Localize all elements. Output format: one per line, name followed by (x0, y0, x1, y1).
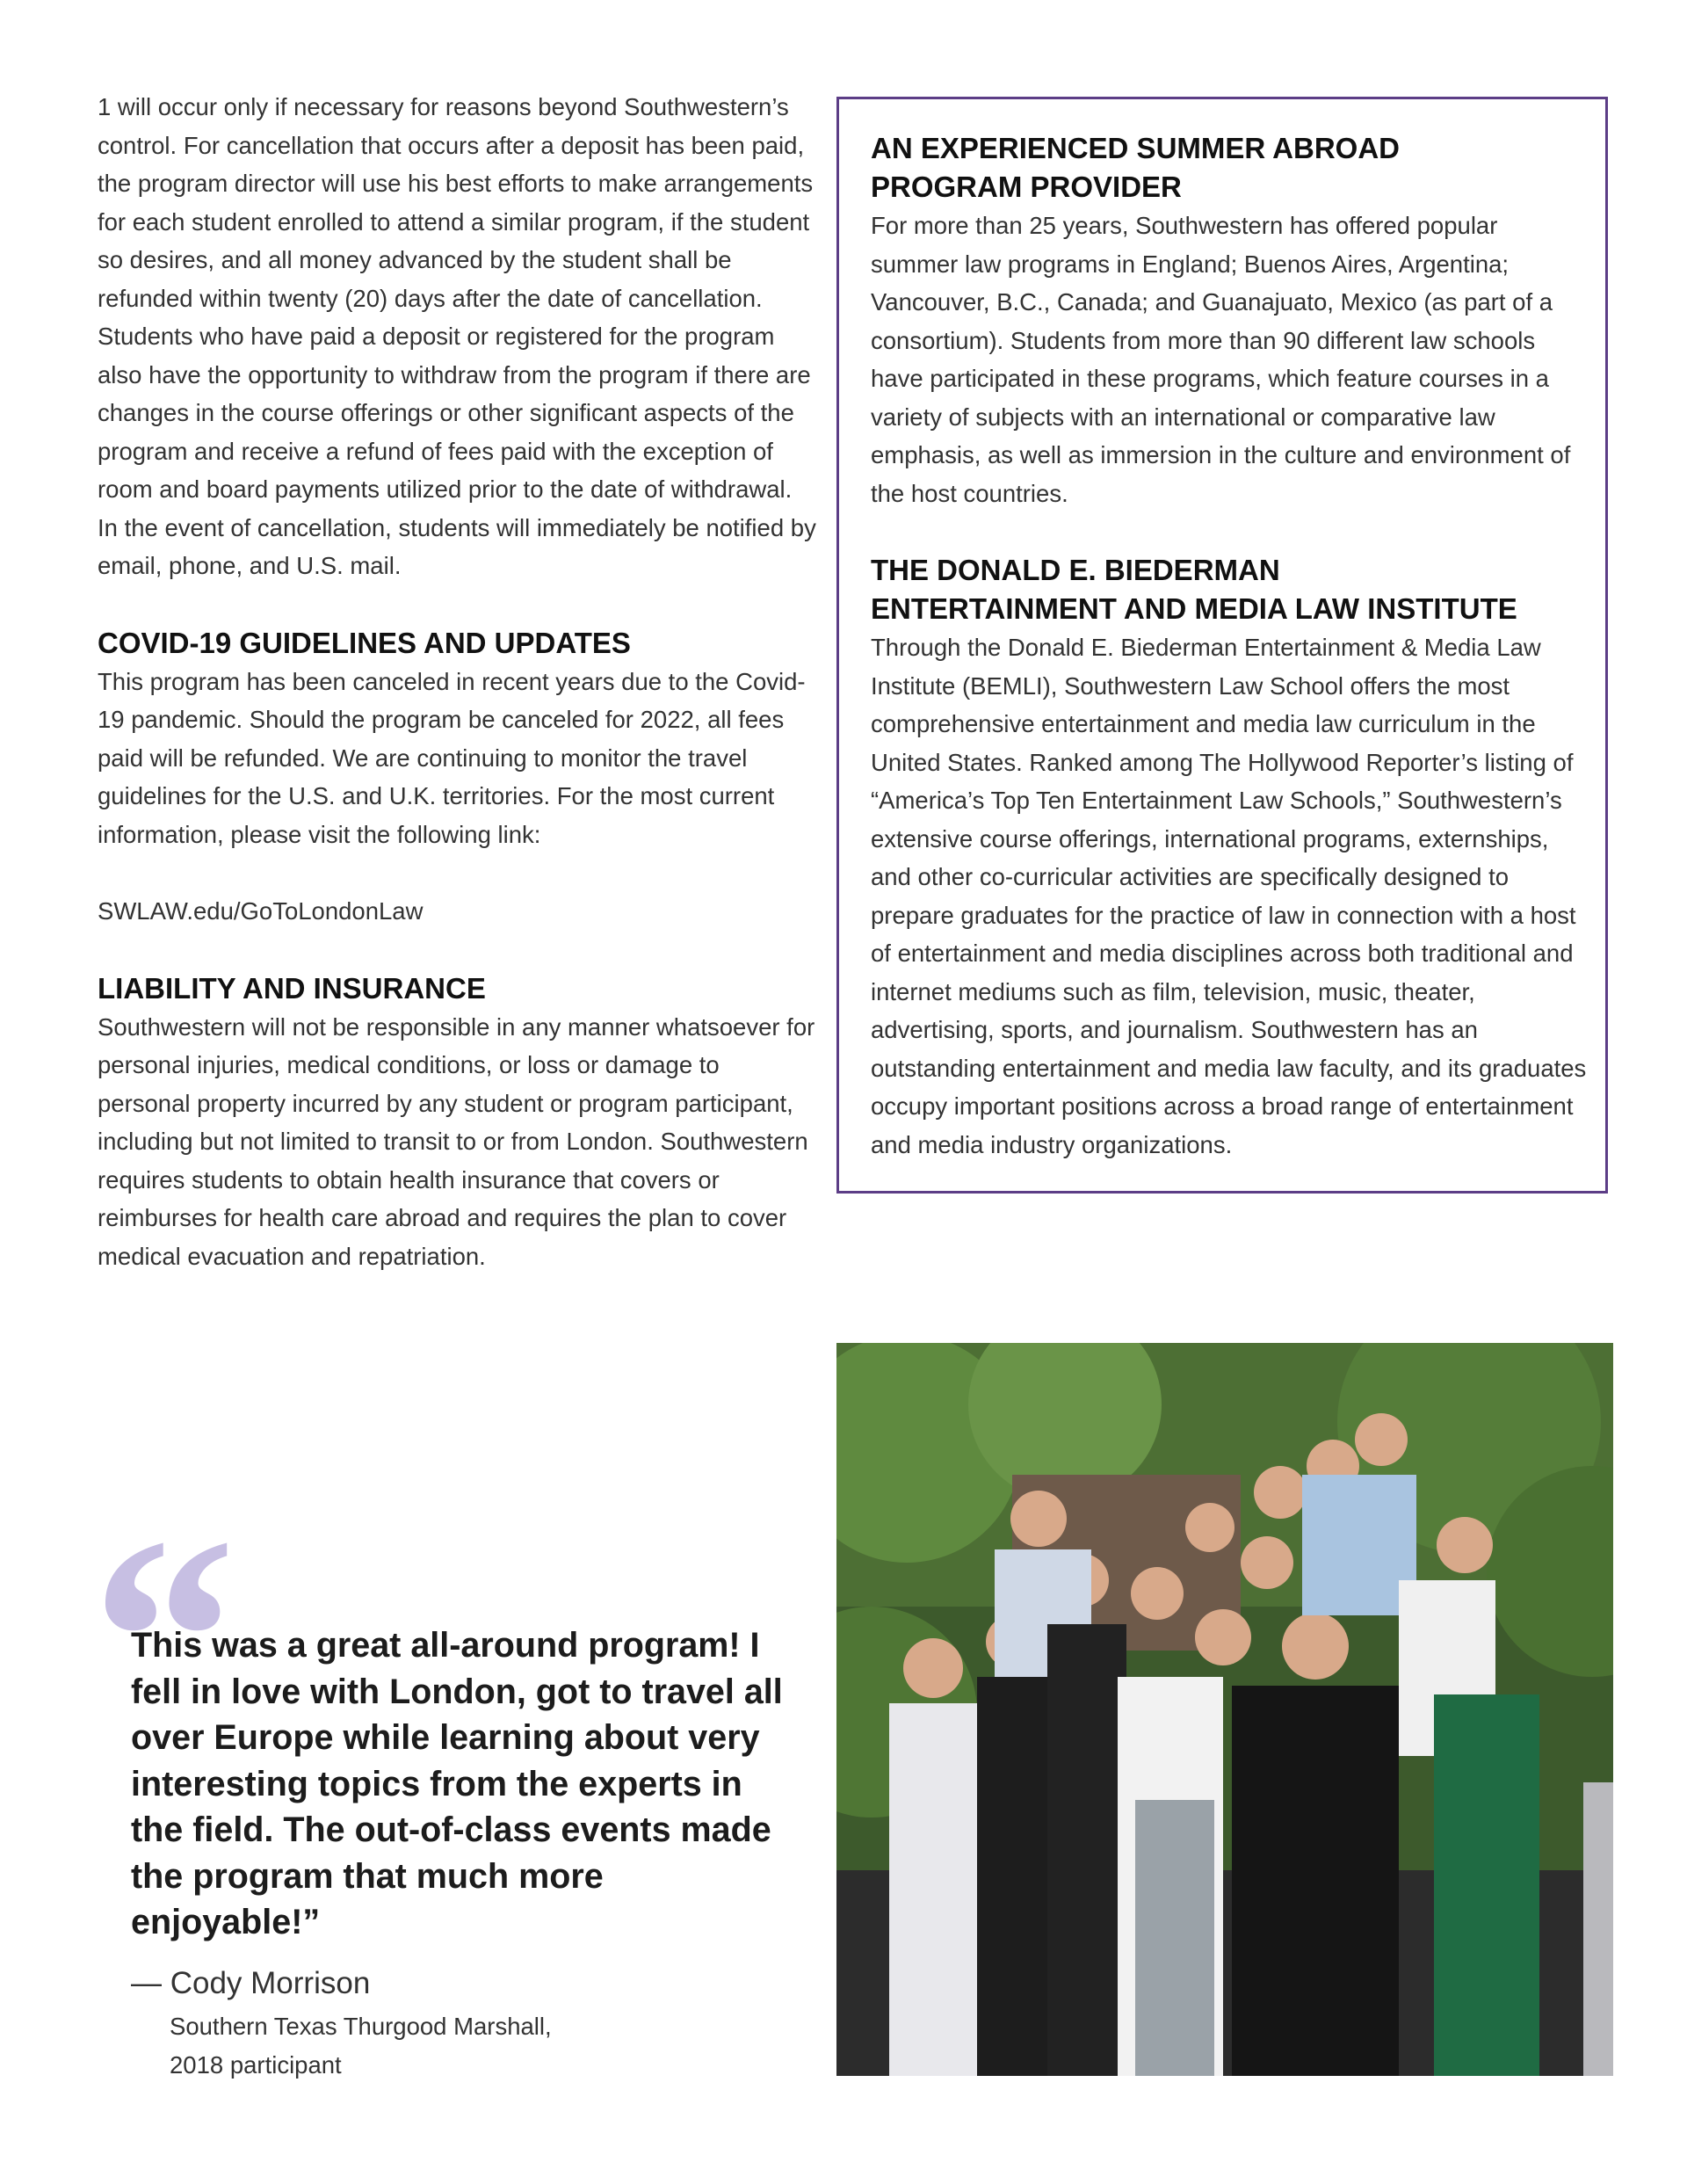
quote-affiliation (170, 2007, 697, 2084)
provider-heading-line2: PROGRAM PROVIDER (871, 171, 1182, 203)
group-photo (836, 1343, 1613, 2076)
provider-heading (871, 129, 1591, 207)
left-column (98, 88, 818, 1275)
cancellation-text: 1 will occur only if necessary for reasons beyond Southwestern’s control. For cancellation that occurs after a deposit has been paid, the program director will use his best efforts to make arrangements for each student enrolled to attend a similar program, if the student so desires, and all money advanced by the student shall be refunded within twenty (20) days after the date of cancellation. Students who have paid a deposit or registered for the program also have the opportunity to withdraw from the program if there are changes in the course offerings or other significant aspects of the program and receive a refund of fees paid with the exception of room and board payments utilized prior to the date of withdrawal. In the event of cancellation, students will immediately be notified by email, phone, and U.S. mail. (98, 93, 816, 579)
covid-text: This program has been canceled in recent years due to the Covid-19 pandemic. Should the program be canceled for 2022, all fees paid will be refunded. We are continuing to monitor the travel guidelines for the U.S. and U.K. territories. For the most current information, please visit the following link: (98, 667, 806, 848)
provider-heading-line1: AN EXPERIENCED SUMMER ABROAD (871, 132, 1400, 164)
bemli-text: Through the Donald E. Biederman Entertainment & Media Law Institute (BEMLI), Southwestern Law School offers the most comprehensive entertainment and media law curriculum in the United States. Ranked among The Hollywood Reporter’s listing of “America’s Top Ten Entertainment Law Schools,” Southwestern’s extensive course offerings, international programs, externships, and other co-curricular activities are specifically designed to prepare graduates for the practice of law in connection with a host of entertainment and media disciplines across both traditional and internet mediums such as film, television, music, theater, advertising, sports, and journalism. Southwestern has an outstanding entertainment and media law faculty, and its graduates occupy important positions across a broad range of entertainment and media industry organizations. (871, 634, 1587, 1158)
bemli-heading-line2: ENTERTAINMENT AND MEDIA LAW INSTITUTE (871, 592, 1517, 625)
liability-text: Southwestern will not be responsible in any manner whatsoever for personal injuries, medical conditions, or loss or damage to personal property incurred by any student or program participant, including but not limited to transit to or from London. Southwestern requires students to obtain health insurance that covers or reimburses for health care abroad and requires the plan to cover medical evacuation and repatriation. (98, 1012, 815, 1270)
quote-mark-icon: “ (91, 1478, 236, 1799)
provider-text: For more than 25 years, Southwestern has offered popular summer law programs in England; Buenos Aires, Argentina; Vancouver, B.C., Canada; and Guanajuato, Mexico (as part of a consortium). Students from more than 90 different law schools have participated in these programs, which feature courses in a variety of subjects with an international or comparative law emphasis, as well as immersion in the culture and environment of the host countries. (871, 212, 1571, 507)
info-box (836, 97, 1608, 1194)
quote-author: — Cody Morrison (131, 1966, 371, 2000)
affiliation-line2: 2018 participant (170, 2050, 342, 2079)
liability-heading: LIABILITY AND INSURANCE (98, 971, 486, 1005)
bemli-heading-line1: THE DONALD E. BIEDERMAN (871, 554, 1280, 586)
bemli-heading (871, 551, 1591, 628)
affiliation-line1: Southern Texas Thurgood Marshall, (170, 2013, 552, 2040)
group-photo-illustration (836, 1343, 1613, 2076)
covid-heading: COVID-19 GUIDELINES AND UPDATES (98, 626, 631, 659)
testimonial-quote: This was a great all-around program! I fell in love with London, got to travel all over Europe while learning about very interesting topics from the experts in the field. The out-of-class events made the program that much more enjoyable!” (131, 1626, 783, 1941)
covid-link[interactable]: SWLAW.edu/GoToLondonLaw (98, 897, 424, 925)
